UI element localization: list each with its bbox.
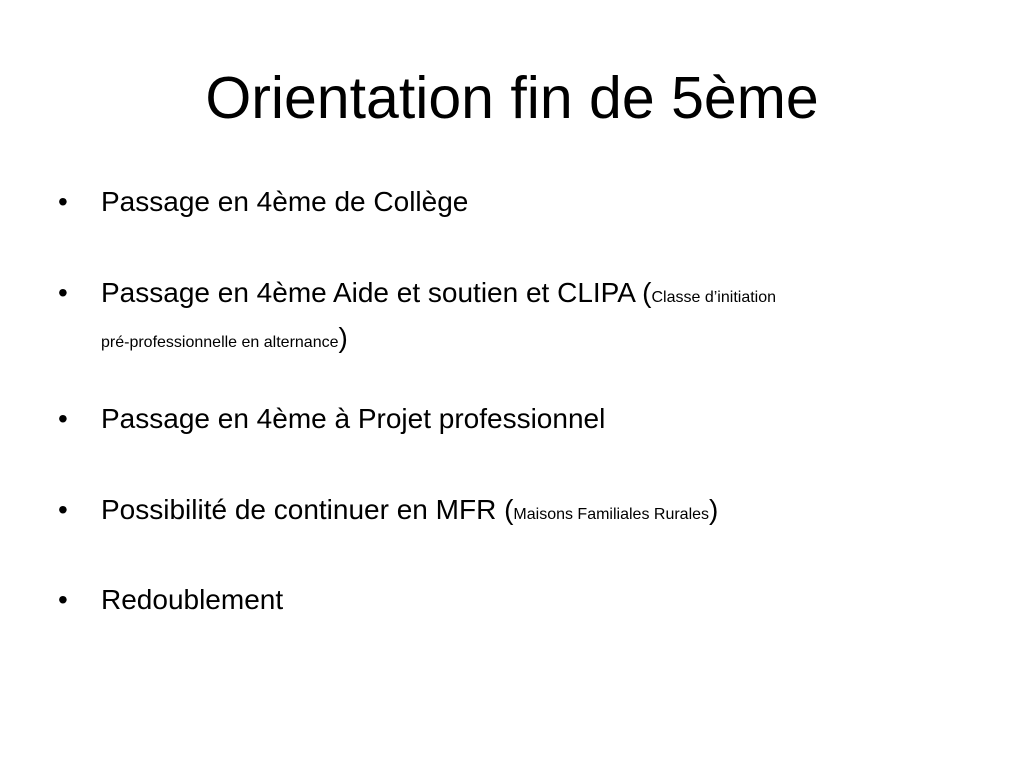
bullet-text	[101, 399, 941, 439]
bullet-text-note: Maisons Familiales Rurales	[513, 506, 710, 523]
bullet-text-main: Redoublement	[101, 584, 284, 615]
bullet-dot: •	[58, 277, 68, 308]
bullet-text-note-cont: pré-professionnelle en alternance	[101, 334, 339, 351]
bullet-text-main: Passage en 4ème de Collège	[101, 186, 469, 217]
bullet-text	[101, 273, 941, 363]
slide-title: Orientation fin de 5ème	[205, 65, 819, 131]
bullet-text-note: Classe d’initiation	[651, 289, 777, 306]
bullet-dot: •	[58, 494, 68, 525]
bullet-text-line2	[101, 318, 941, 363]
bullet-text	[101, 580, 941, 620]
bullet-text	[101, 490, 941, 535]
bullet-text-close: )	[709, 494, 719, 525]
bullet-dot: •	[58, 403, 68, 434]
bullet-text-main: Passage en 4ème Aide et soutien et CLIPA (	[101, 277, 652, 308]
bullet-text-main: Passage en 4ème à Projet professionnel	[101, 403, 606, 434]
bullet-text-close: )	[338, 322, 348, 353]
bullet-dot: •	[58, 186, 68, 217]
bullet-dot: •	[58, 584, 68, 615]
bullet-text-main: Possibilité de continuer en MFR (	[101, 494, 514, 525]
bullet-text	[101, 182, 941, 222]
